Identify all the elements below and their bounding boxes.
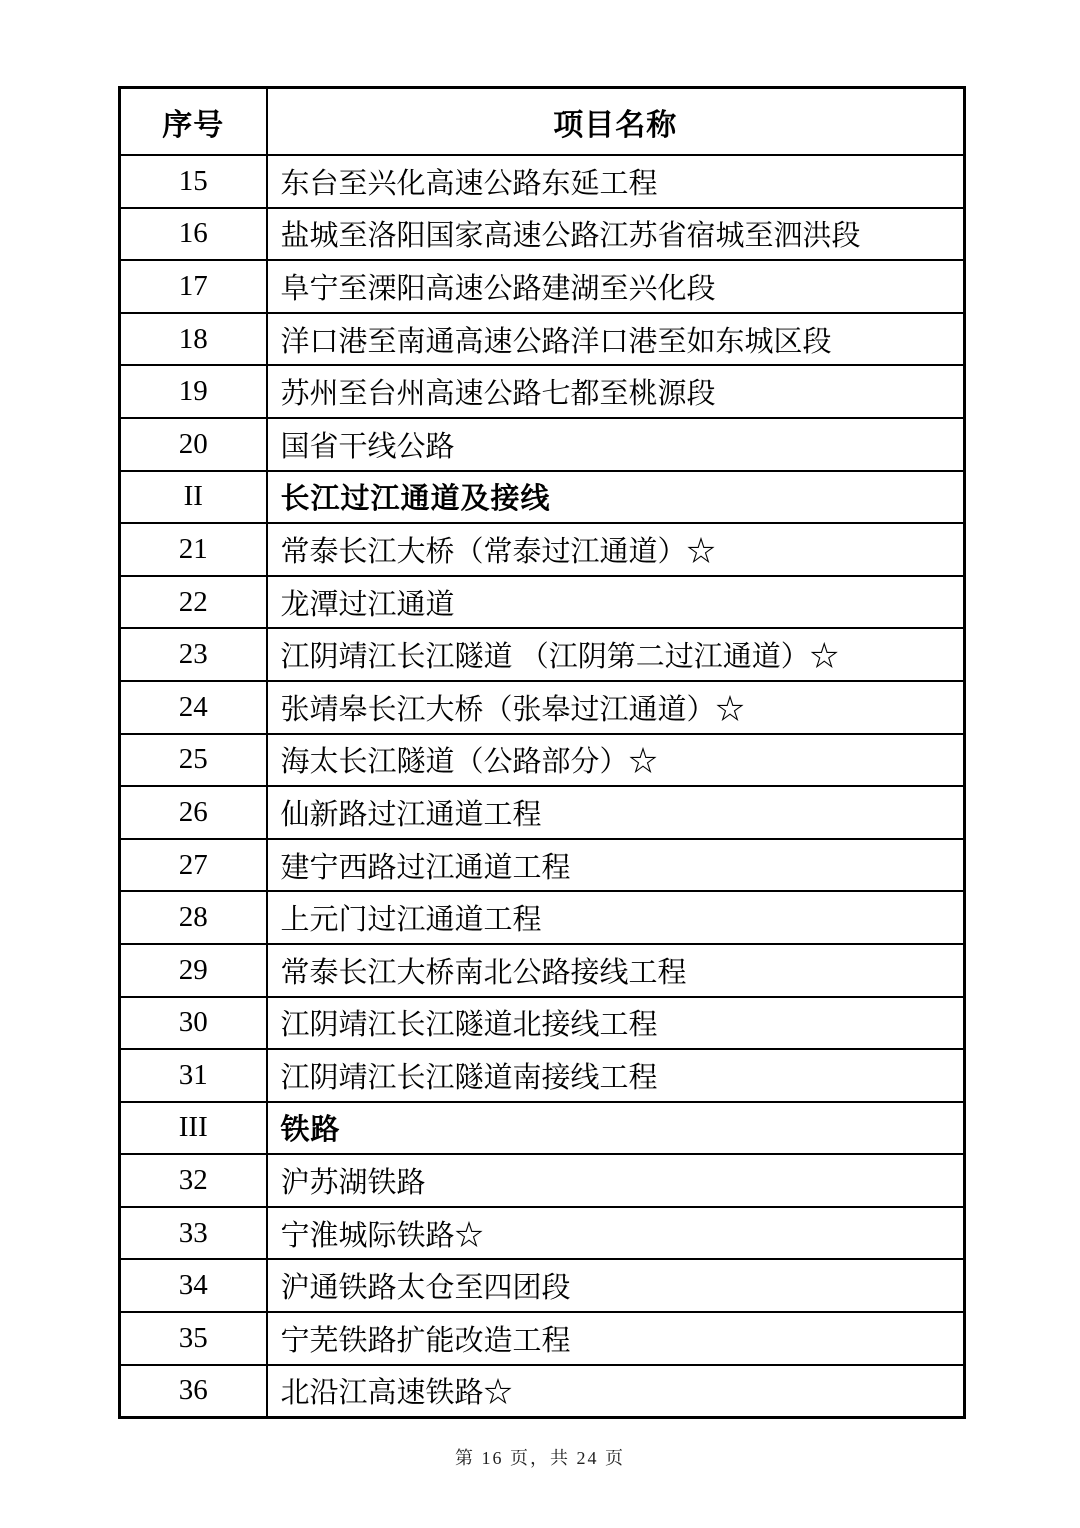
row-serial-number: III [120, 1102, 267, 1155]
row-project-name: 张靖皋长江大桥（张皋过江通道）☆ [267, 681, 965, 734]
col-header-serial-number: 序号 [120, 88, 267, 156]
col-header-project-name: 项目名称 [267, 88, 965, 156]
row-project-name: 上元门过江通道工程 [267, 891, 965, 944]
row-serial-number: 26 [120, 786, 267, 839]
row-serial-number: 29 [120, 944, 267, 997]
table-row [120, 365, 965, 418]
row-serial-number: 27 [120, 839, 267, 892]
row-serial-number: 36 [120, 1365, 267, 1418]
row-project-name: 东台至兴化高速公路东延工程 [267, 155, 965, 208]
row-project-name: 宁芜铁路扩能改造工程 [267, 1312, 965, 1365]
table-row [120, 260, 965, 313]
row-serial-number: 22 [120, 576, 267, 629]
table-row [120, 839, 965, 892]
table-row [120, 891, 965, 944]
table-body [120, 155, 965, 1418]
table-row [120, 208, 965, 261]
table-row [120, 1049, 965, 1102]
page-number-footer: 第 16 页，共 24 页 [455, 1448, 625, 1468]
row-serial-number: 18 [120, 313, 267, 366]
row-serial-number: 31 [120, 1049, 267, 1102]
table-row [120, 628, 965, 681]
row-project-name: 常泰长江大桥南北公路接线工程 [267, 944, 965, 997]
row-serial-number: 34 [120, 1259, 267, 1312]
table-row [120, 786, 965, 839]
row-project-name: 长江过江通道及接线 [267, 471, 965, 524]
row-project-name: 北沿江高速铁路☆ [267, 1365, 965, 1418]
table-row [120, 1259, 965, 1312]
table-row [120, 1312, 965, 1365]
row-project-name: 江阴靖江长江隧道南接线工程 [267, 1049, 965, 1102]
table-row [120, 418, 965, 471]
row-project-name: 阜宁至溧阳高速公路建湖至兴化段 [267, 260, 965, 313]
row-project-name: 常泰长江大桥（常泰过江通道）☆ [267, 523, 965, 576]
table-row [120, 471, 965, 524]
projects-table [118, 86, 966, 1419]
row-project-name: 海太长江隧道（公路部分）☆ [267, 734, 965, 787]
table-header-row [120, 88, 965, 156]
row-project-name: 盐城至洛阳国家高速公路江苏省宿城至泗洪段 [267, 208, 965, 261]
row-serial-number: 25 [120, 734, 267, 787]
row-serial-number: 20 [120, 418, 267, 471]
table-row [120, 576, 965, 629]
row-serial-number: 33 [120, 1207, 267, 1260]
row-project-name: 仙新路过江通道工程 [267, 786, 965, 839]
row-serial-number: 24 [120, 681, 267, 734]
row-project-name: 江阴靖江长江隧道 （江阴第二过江通道）☆ [267, 628, 965, 681]
table-row [120, 523, 965, 576]
row-serial-number: 23 [120, 628, 267, 681]
row-serial-number: 28 [120, 891, 267, 944]
row-serial-number: 21 [120, 523, 267, 576]
row-project-name: 国省干线公路 [267, 418, 965, 471]
row-project-name: 宁淮城际铁路☆ [267, 1207, 965, 1260]
table-row [120, 1365, 965, 1418]
row-project-name: 沪苏湖铁路 [267, 1154, 965, 1207]
row-project-name: 铁路 [267, 1102, 965, 1155]
row-project-name: 建宁西路过江通道工程 [267, 839, 965, 892]
row-serial-number: 19 [120, 365, 267, 418]
row-project-name: 苏州至台州高速公路七都至桃源段 [267, 365, 965, 418]
table-row [120, 944, 965, 997]
table-row [120, 681, 965, 734]
row-serial-number: 30 [120, 997, 267, 1050]
table-row [120, 997, 965, 1050]
table-row [120, 155, 965, 208]
row-project-name: 洋口港至南通高速公路洋口港至如东城区段 [267, 313, 965, 366]
row-serial-number: 16 [120, 208, 267, 261]
row-project-name: 沪通铁路太仓至四团段 [267, 1259, 965, 1312]
row-serial-number: 17 [120, 260, 267, 313]
row-serial-number: 32 [120, 1154, 267, 1207]
table-row [120, 1207, 965, 1260]
table-row [120, 313, 965, 366]
projects-table-wrapper [118, 86, 966, 1419]
table-row [120, 734, 965, 787]
table-row [120, 1154, 965, 1207]
row-project-name: 龙潭过江通道 [267, 576, 965, 629]
row-serial-number: II [120, 471, 267, 524]
row-serial-number: 15 [120, 155, 267, 208]
table-row [120, 1102, 965, 1155]
row-project-name: 江阴靖江长江隧道北接线工程 [267, 997, 965, 1050]
row-serial-number: 35 [120, 1312, 267, 1365]
